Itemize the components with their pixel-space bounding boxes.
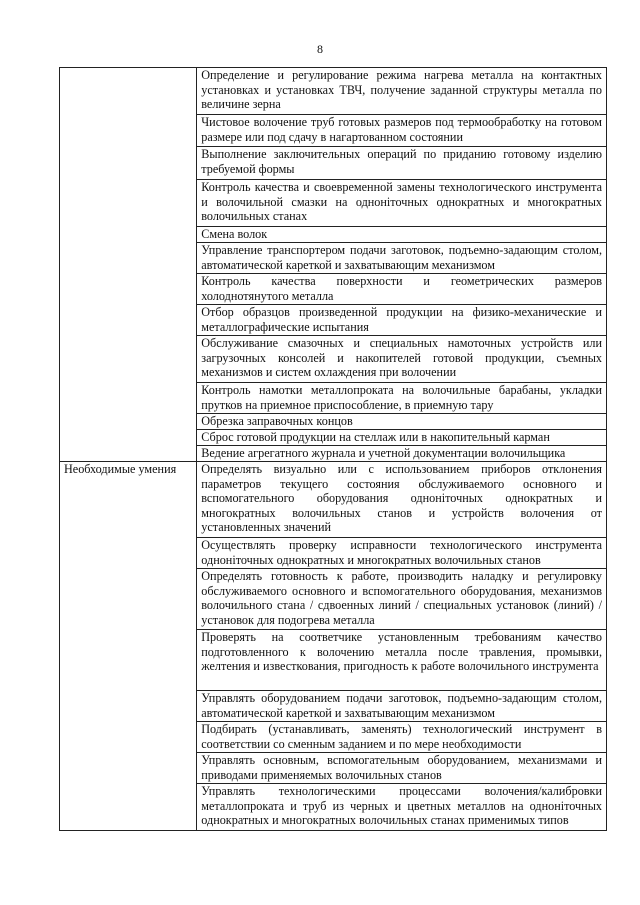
table-cell: Определять готовность к работе, производить наладку и регулировку обслуживаемого основного и вспомогательного оборудования, механизмов волочильного стана / сдвоенных линий / специальных установок (линий) / установок для подогрева металла	[197, 569, 607, 630]
table-cell: Управление транспортером подачи заготовок, подъемно-задающим столом, автоматической кареткой и захватывающим механизмом	[197, 243, 607, 274]
table-cell: Контроль качества поверхности и геометрических размеров холоднотянутого металла	[197, 274, 607, 305]
section-title-cell	[60, 68, 197, 462]
table-cell: Отбор образцов произведенной продукции на физико-механические и металлографические испытания	[197, 305, 607, 336]
page-number: 8	[317, 42, 323, 56]
table-cell: Проверять на соответчике установленным требованиям качество подготовленного к волочению металла после травления, промывки, желтения и известкования, пригодность к работе волочильного инструмента	[197, 630, 607, 691]
table-cell: Контроль намотки металлопроката на волочильные барабаны, укладки прутков на приемное приспособление, в приемную тару	[197, 383, 607, 414]
table-cell: Обрезка заправочных концов	[197, 414, 607, 430]
table-cell: Подбирать (устанавливать, заменять) технологический инструмент в соответствии со сменным заданием и по мере необходимости	[197, 722, 607, 753]
table-cell: Сброс готовой продукции на стеллаж или в накопительный карман	[197, 430, 607, 446]
competency-table	[59, 67, 607, 831]
table-cell: Чистовое волочение труб готовых размеров под термообработку на готовом размере или под сдачу в нагартованном состоянии	[197, 115, 607, 147]
table-row	[60, 68, 607, 115]
table-cell: Выполнение заключительных операций по приданию готовому изделию требуемой формы	[197, 147, 607, 180]
section-title-cell: Необходимые умения	[60, 462, 197, 831]
table-cell: Определение и регулирование режима нагрева металла на контактных установках и установках ТВЧ, получение заданной структуры металла по величине зерна	[197, 68, 607, 115]
table-cell: Контроль качества и своевременной замены технологического инструмента и волочильной смазки на одноніточных однократных и многократных волочильных станах	[197, 180, 607, 227]
table-cell: Смена волок	[197, 227, 607, 243]
table-cell: Осуществлять проверку исправности технологического инструмента одноніточных однократных и многократных волочильных станов	[197, 538, 607, 569]
table-cell: Управлять оборудованием подачи заготовок, подъемно-задающим столом, автоматической кареткой и захватывающим механизмом	[197, 691, 607, 722]
table-cell: Управлять технологическими процессами волочения/калибровки металлопроката и труб из черных и цветных металлов на одноніточных однократных и многократных волочильных станах применимых типов	[197, 784, 607, 831]
table-cell: Обслуживание смазочных и специальных намоточных устройств или загрузочных консолей и накопителей готовой продукции, съемных механизмов и систем охлаждения при волочении	[197, 336, 607, 383]
table-cell: Определять визуально или с использованием приборов отклонения параметров текущего состояния обслуживаемого основного и вспомогательного оборудования одноніточных однократных и многократных волочильных станов и устройств волочения от установленных значений	[197, 462, 607, 538]
table-cell: Управлять основным, вспомогательным оборудованием, механизмами и приводами применяемых волочильных станов	[197, 753, 607, 784]
table-row	[60, 462, 607, 538]
table-cell: Ведение агрегатного журнала и учетной документации волочильщика	[197, 446, 607, 462]
